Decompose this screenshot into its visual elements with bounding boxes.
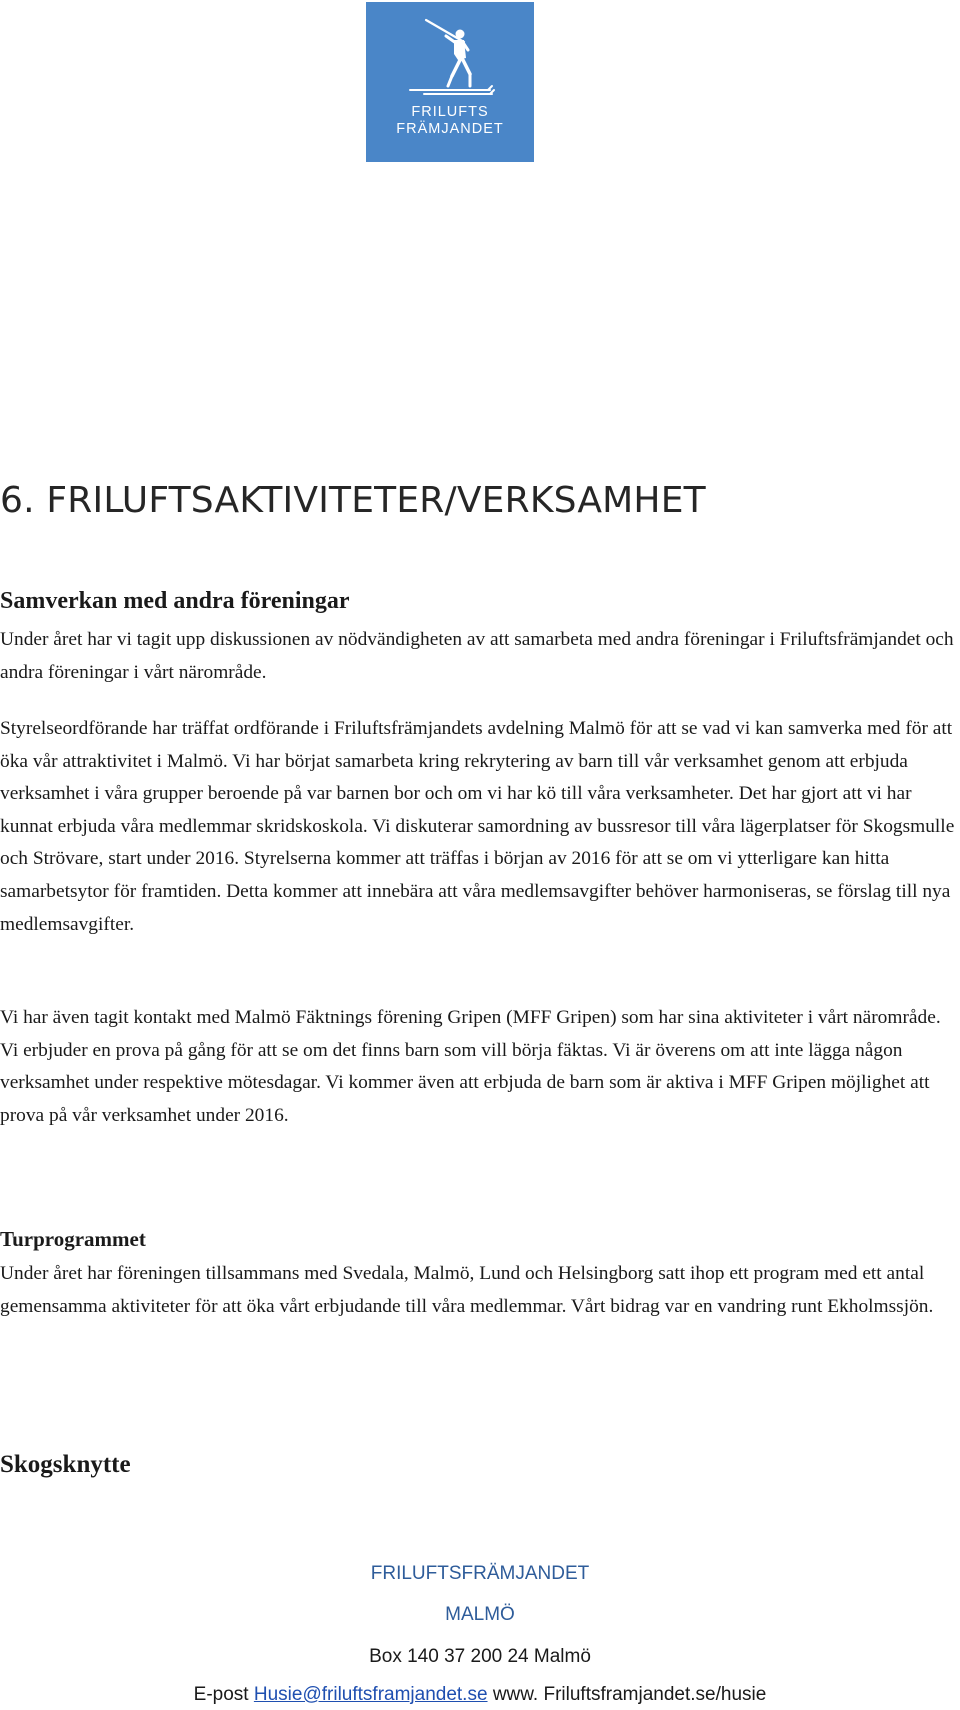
footer-contact: [0, 1683, 960, 1707]
paragraph-text: Vi har även tagit kontakt med Malmö Fäktnings förening Gripen (MFF Gripen) som har sina aktiviteter i vårt närområde. Vi erbjuder en prova på gång för att se om det finns barn som vill börja fäktas. Vi är överens om att inte lägga någon verksamhet under respektive mötesdagar. Vi kommer även att erbjuda de barn som är aktiva i MFF Gripen möjlighet att prova på vår verksamhet under 2016.: [0, 1007, 941, 1126]
footer-city: MALMÖ: [445, 1604, 515, 1625]
paragraph-samverkan-intro: [0, 624, 958, 689]
footer-email-link[interactable]: Husie@friluftsframjandet.se: [253, 1684, 488, 1705]
footer-website: www. Friluftsframjandet.se/husie: [492, 1684, 767, 1705]
skier-icon: [404, 14, 496, 102]
footer-org-name: FRILUFTSFRÄMJANDET: [370, 1563, 590, 1584]
paragraph-turprogrammet: [0, 1258, 958, 1323]
paragraph-samverkan-malmo: [0, 713, 958, 941]
paragraph-text: Under året har vi tagit upp diskussionen av nödvändigheten av att samarbeta med andra föreningar i Friluftsfrämjandet och andra föreningar i vårt närområde.: [0, 629, 954, 683]
paragraph-samverkan-gripen: [0, 1002, 958, 1132]
paragraph-text: Under året har föreningen tillsammans med Svedala, Malmö, Lund och Helsingborg satt ihop ett program med ett antal gemensamma aktiviteter för att öka vårt erbjudande till våra medlemmar. Vårt bidrag var en vandring runt Ekholmssjön.: [0, 1263, 934, 1317]
heading-skogsknytte: Skogsknytte: [0, 1451, 131, 1478]
heading-samverkan: Samverkan med andra föreningar: [0, 588, 350, 614]
footer-address: Box 140 37 200 24 Malmö: [369, 1646, 591, 1667]
footer-email-prefix: E-post: [193, 1684, 254, 1705]
logo-text-line2: FRÄMJANDET: [396, 121, 504, 137]
paragraph-text: Styrelseordförande har träffat ordförande i Friluftsfrämjandets avdelning Malmö för att se vad vi kan samverka med för att öka vår attraktivitet i Malmö. Vi har börjat samarbeta kring rekrytering av barn till vår verksamhet genom att erbjuda verksamhet i våra grupper beroende på var barnen bor och om vi har kö till våra verksamheter. Det har gjort att vi har kunnat erbjuda våra medlemmar skridskoskola. Vi diskuterar samordning av bussresor till våra lägerplatser för Skogsmulle och Strövare, start under 2016. Styrelserna kommer att träffas i början av 2016 för att se om vi ytterligare kan hitta samarbetsytor för framtiden. Detta kommer att innebära att våra medlemsavgifter behöver harmoniseras, se förslag till nya medlemsavgifter.: [0, 718, 955, 935]
friluftsframjandet-logo: [366, 2, 534, 162]
logo-text-line1: FRILUFTS: [411, 104, 489, 120]
chapter-title: 6. FRILUFTSAKTIVITETER/VERKSAMHET: [0, 480, 706, 521]
heading-turprogrammet: Turprogrammet: [0, 1227, 146, 1251]
